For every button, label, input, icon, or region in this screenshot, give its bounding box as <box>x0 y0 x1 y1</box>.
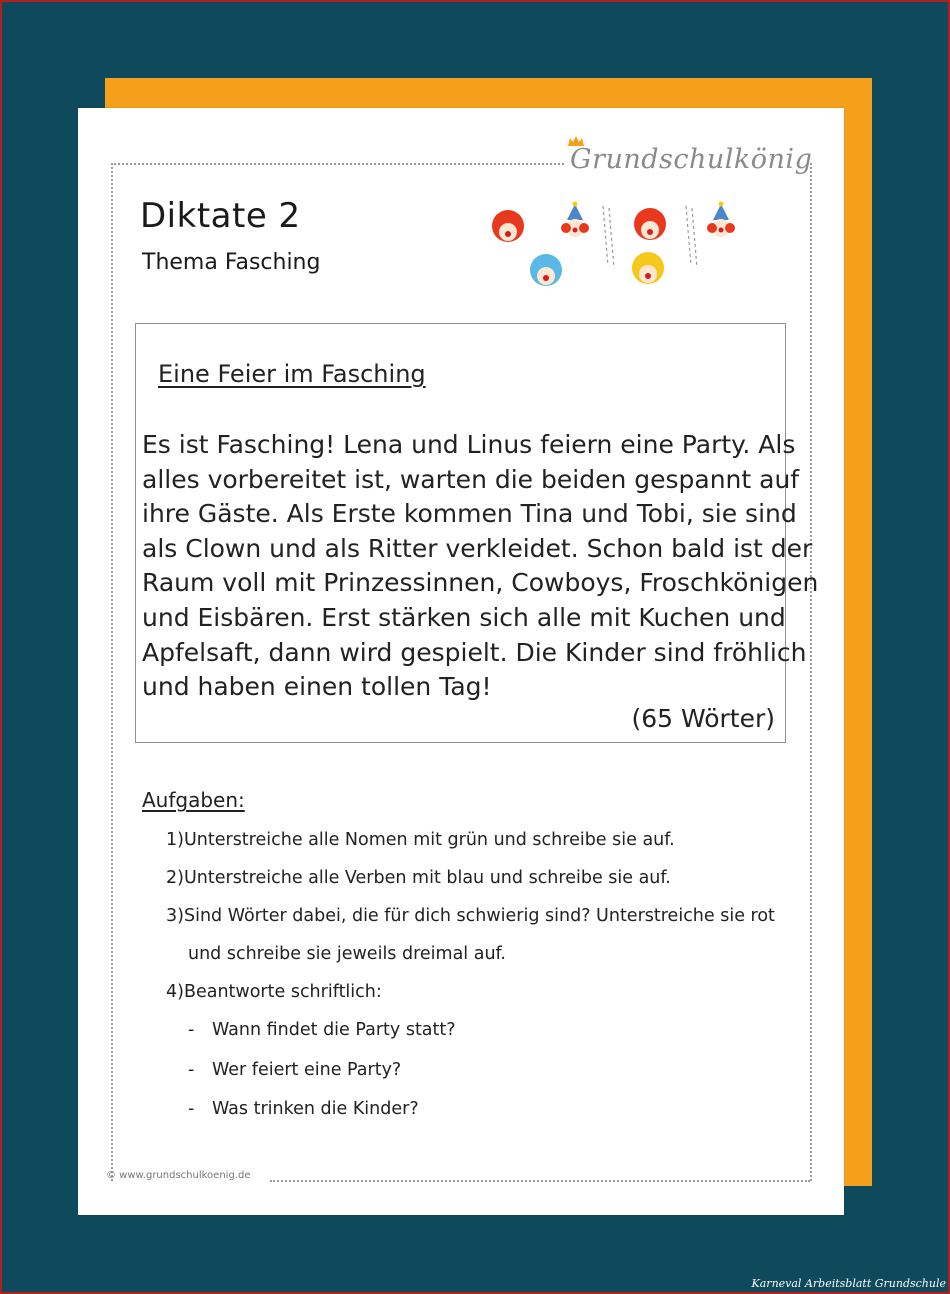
task-item <box>166 868 671 888</box>
brand-logo: Grundschulkönig <box>570 144 813 175</box>
clown-red-icon <box>492 210 524 242</box>
story-line: Apfelsaft, dann wird gespielt. Die Kinder sind fröhlich <box>142 637 807 667</box>
question-text: Was trinken die Kinder? <box>212 1099 419 1119</box>
dotted-border-right <box>810 163 812 1181</box>
story-text <box>142 428 819 705</box>
question-item <box>188 1060 401 1080</box>
story-line: als Clown und als Ritter verkleidet. Schon bald ist der <box>142 533 813 563</box>
clown-yellow-icon <box>632 252 664 284</box>
story-title: Eine Feier im Fasching <box>158 360 426 388</box>
dotted-border-top <box>111 163 564 165</box>
image-caption: Karneval Arbeitsblatt Grundschule <box>751 1277 946 1290</box>
task-text: und schreibe sie jeweils dreimal auf. <box>188 944 506 964</box>
story-line: Raum voll mit Prinzessinnen, Cowboys, Froschkönigen <box>142 568 819 598</box>
story-line: alles vorbereitet ist, warten die beiden gespannt auf <box>142 464 800 494</box>
task-number: 1) <box>166 830 184 850</box>
task-item-continued <box>188 944 506 964</box>
worksheet-page <box>78 108 844 1215</box>
question-text: Wann findet die Party statt? <box>212 1020 456 1040</box>
clown-illustration <box>478 196 738 296</box>
task-text: Unterstreiche alle Verben mit blau und schreibe sie auf. <box>183 868 671 888</box>
worksheet-title: Diktate 2 <box>140 196 301 236</box>
worksheet-subtitle: Thema Fasching <box>142 250 321 275</box>
task-text: Beantworte schriftlich: <box>183 982 382 1002</box>
clown-blue-icon <box>530 254 562 286</box>
task-number: 2) <box>166 868 184 888</box>
story-line: und Eisbären. Erst stärken sich alle mit Kuchen und <box>142 602 786 632</box>
dictation-text-box <box>135 323 819 743</box>
clown-red-icon <box>634 208 666 240</box>
question-dash: - <box>188 1020 195 1040</box>
task-text: Unterstreiche alle Nomen mit grün und schreibe sie auf. <box>183 830 675 850</box>
question-dash: - <box>188 1099 195 1119</box>
task-number: 3) <box>166 906 184 926</box>
clown-hat-icon <box>707 202 735 238</box>
dotted-border-left <box>111 163 113 1181</box>
footer-copyright: © www.grundschulkoenig.de <box>106 1170 251 1181</box>
task-number: 4) <box>166 982 184 1002</box>
story-line: und haben einen tollen Tag! <box>142 672 492 702</box>
question-text: Wer feiert eine Party? <box>212 1060 402 1080</box>
task-text: Sind Wörter dabei, die für dich schwierig sind? Unterstreiche sie rot <box>183 906 775 926</box>
story-line: Es ist Fasching! Lena und Linus feiern eine Party. Als <box>142 430 796 459</box>
dotted-border-bottom <box>270 1180 810 1182</box>
task-item <box>166 982 382 1002</box>
task-item <box>166 830 675 850</box>
task-item <box>166 906 775 926</box>
word-count: (65 Wörter) <box>631 704 775 733</box>
question-dash: - <box>188 1060 195 1080</box>
question-item <box>188 1099 419 1119</box>
question-item <box>188 1020 456 1040</box>
story-line: ihre Gäste. Als Erste kommen Tina und Tobi, sie sind <box>142 499 797 529</box>
clown-hat-icon <box>561 202 589 238</box>
tasks-heading: Aufgaben: <box>142 788 245 812</box>
